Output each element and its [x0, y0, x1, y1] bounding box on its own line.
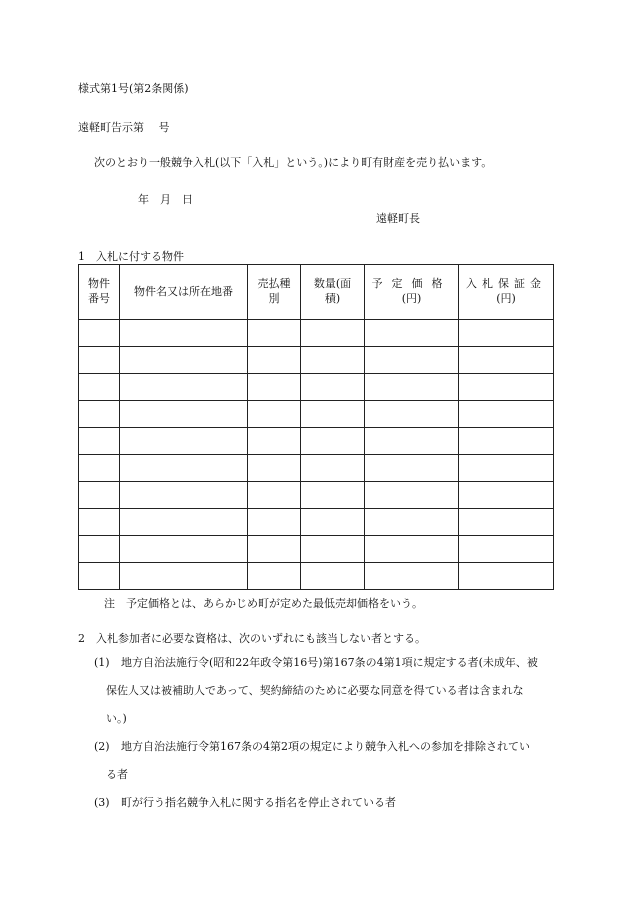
table-cell — [459, 455, 554, 482]
table-cell — [301, 563, 365, 590]
table-cell — [459, 563, 554, 590]
header-line: (円) — [496, 292, 516, 305]
item-number: (1) — [94, 656, 110, 669]
table-cell — [365, 455, 459, 482]
table-cell — [301, 428, 365, 455]
header-property-number — [79, 265, 120, 320]
header-bid-deposit — [459, 265, 554, 320]
table-cell — [459, 428, 554, 455]
table-cell — [365, 347, 459, 374]
table-cell — [248, 320, 301, 347]
table-cell — [79, 320, 120, 347]
table-row — [79, 428, 554, 455]
table-cell — [459, 374, 554, 401]
header-line: 売払種 — [257, 277, 291, 291]
table-cell — [79, 374, 120, 401]
header-line: 別 — [268, 292, 280, 305]
header-line: 番号 — [88, 292, 110, 305]
table-cell — [120, 401, 248, 428]
item-line: 地方自治法施行令第167条の4第2項の規定により競争入札への参加を排除されてい — [121, 740, 530, 753]
header-line: 物件名又は所在地番 — [134, 284, 233, 298]
issuer: 遠軽町長 — [376, 212, 420, 225]
table-cell — [79, 455, 120, 482]
intro-text: 次のとおり一般競争入札(以下「入札」という。)により町有財産を売り払います。 — [94, 156, 493, 169]
table-cell — [120, 374, 248, 401]
header-line: 物件 — [88, 277, 110, 291]
header-property-name — [120, 265, 248, 320]
form-label: 様式第1号(第2条関係) — [78, 82, 189, 95]
table-cell — [459, 320, 554, 347]
table-cell — [248, 347, 301, 374]
item-line: 保佐人又は被補助人であって、契約締結のために必要な同意を得ている者は含まれな — [106, 684, 524, 697]
table-row — [79, 320, 554, 347]
table-cell — [248, 374, 301, 401]
table-row — [79, 401, 554, 428]
table-cell — [120, 455, 248, 482]
table-header-row — [79, 265, 554, 320]
table-cell — [301, 536, 365, 563]
item-line: い。) — [106, 712, 127, 725]
table-cell — [120, 536, 248, 563]
table-cell — [120, 320, 248, 347]
table-cell — [248, 401, 301, 428]
table-cell — [301, 347, 365, 374]
table-cell — [301, 482, 365, 509]
table-cell — [79, 536, 120, 563]
table-cell — [365, 320, 459, 347]
header-line: 積) — [324, 292, 341, 305]
section2-heading: 2 入札参加者に必要な資格は、次のいずれにも該当しない者とする。 — [78, 632, 426, 645]
table-row — [79, 347, 554, 374]
date-line: 年 月 日 — [138, 193, 193, 206]
header-quantity — [301, 265, 365, 320]
table-cell — [301, 509, 365, 536]
table-cell — [120, 482, 248, 509]
table-cell — [301, 401, 365, 428]
table-cell — [459, 347, 554, 374]
item-line: る者 — [106, 768, 128, 781]
table-cell — [365, 428, 459, 455]
table-cell — [79, 509, 120, 536]
table-cell — [365, 401, 459, 428]
table-cell — [79, 482, 120, 509]
table-cell — [365, 563, 459, 590]
table-body — [79, 320, 554, 590]
item-number: (2) — [94, 740, 110, 753]
table-cell — [301, 320, 365, 347]
table-cell — [365, 536, 459, 563]
table-cell — [365, 482, 459, 509]
table-cell — [301, 374, 365, 401]
table-cell — [459, 536, 554, 563]
table-row — [79, 509, 554, 536]
table-cell — [120, 509, 248, 536]
header-line: 入札保証金 — [466, 277, 546, 291]
property-table — [78, 264, 554, 590]
table-cell — [248, 536, 301, 563]
table-row — [79, 374, 554, 401]
table-cell — [120, 563, 248, 590]
item-line: 町が行う指名競争入札に関する指名を停止されている者 — [121, 796, 396, 809]
table-row — [79, 536, 554, 563]
table-cell — [365, 374, 459, 401]
table-cell — [459, 401, 554, 428]
table-cell — [248, 482, 301, 509]
table-cell — [248, 563, 301, 590]
item-line: 地方自治法施行令(昭和22年政令第16号)第167条の4第1項に規定する者(未成年、被 — [121, 656, 538, 669]
header-line: 予定価格 — [371, 277, 452, 291]
table-cell — [120, 347, 248, 374]
table-note: 注 予定価格とは、あらかじめ町が定めた最低売却価格をいう。 — [104, 597, 423, 610]
table-row — [79, 563, 554, 590]
table-cell — [120, 428, 248, 455]
table-cell — [365, 509, 459, 536]
table-cell — [79, 428, 120, 455]
table-row — [79, 455, 554, 482]
table-row — [79, 482, 554, 509]
notice-number: 遠軽町告示第 号 — [78, 121, 170, 134]
table-cell — [459, 509, 554, 536]
table-cell — [459, 482, 554, 509]
header-planned-price — [365, 265, 459, 320]
table-cell — [79, 563, 120, 590]
table-cell — [79, 347, 120, 374]
item-number: (3) — [94, 796, 110, 809]
table-cell — [248, 509, 301, 536]
header-sale-type — [248, 265, 301, 320]
table-cell — [248, 428, 301, 455]
section1-heading: 1 入札に付する物件 — [78, 250, 184, 263]
header-line: (円) — [401, 292, 422, 305]
table-cell — [79, 401, 120, 428]
table-cell — [301, 455, 365, 482]
table-cell — [248, 455, 301, 482]
header-line: 数量(面 — [313, 277, 352, 291]
